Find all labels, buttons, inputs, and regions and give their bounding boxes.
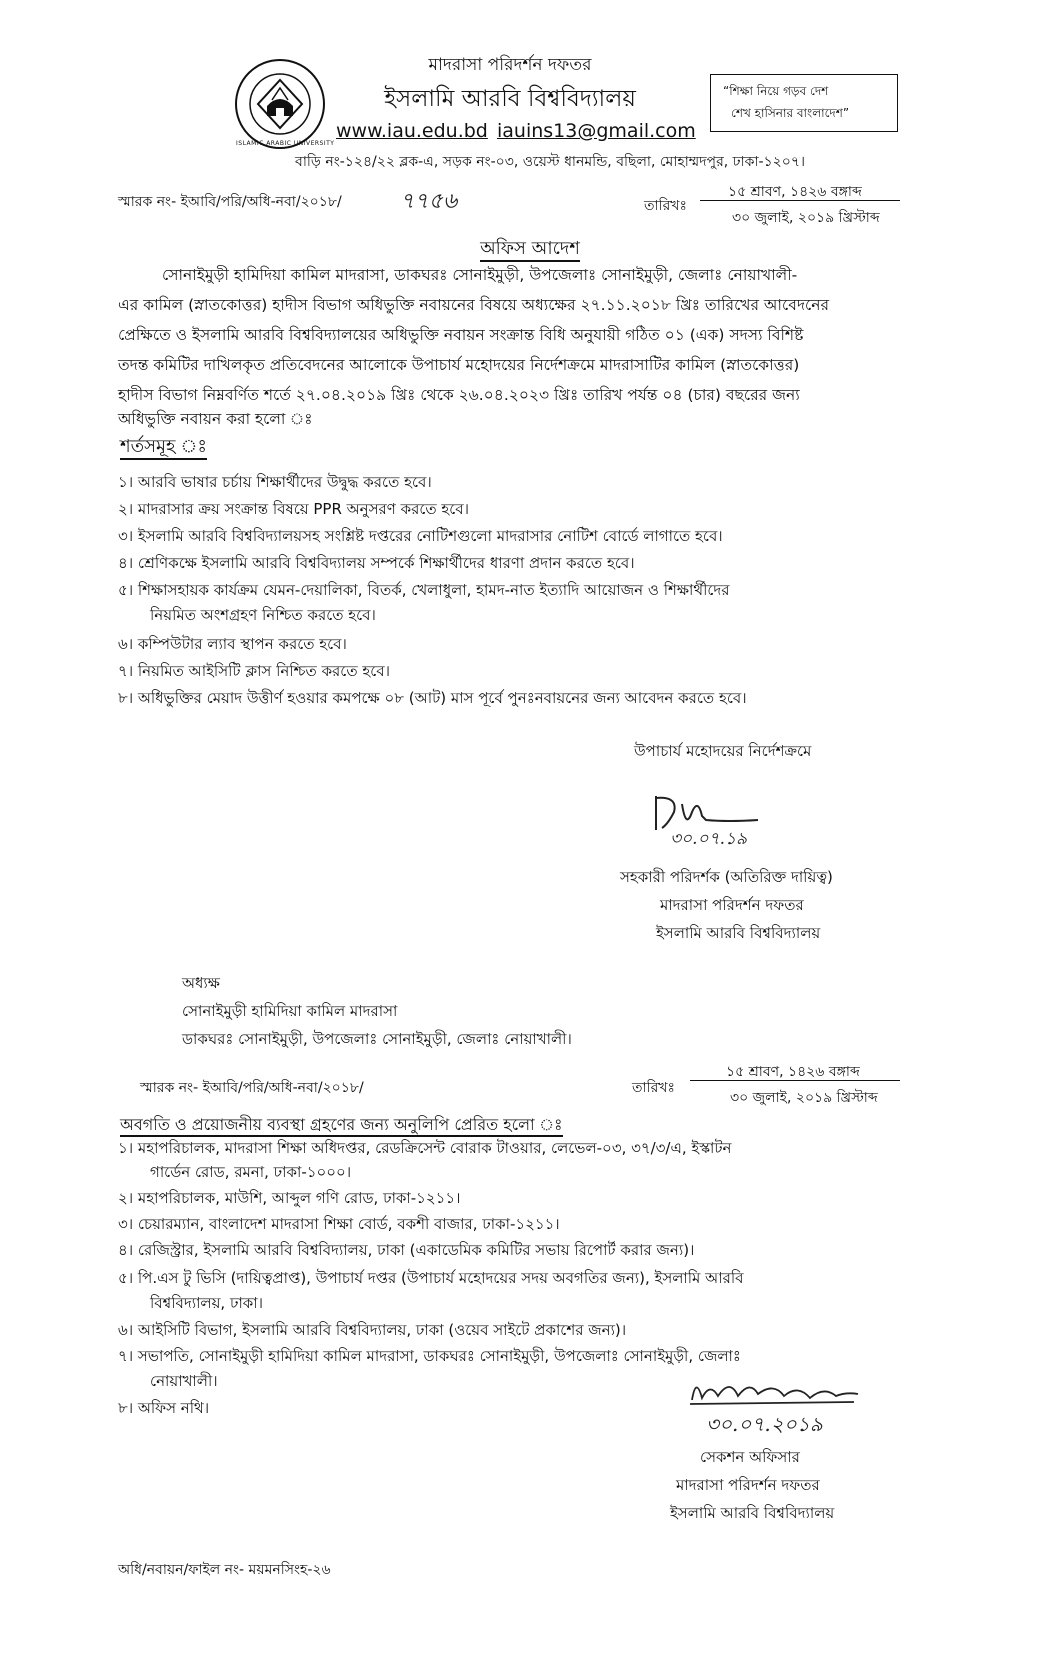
copy-item-3: ৩। চেয়ারম্যান, বাংলাদেশ মাদরাসা শিক্ষা বোর্ড, বকশী বাজার, ঢাকা-১২১১। [118, 1215, 560, 1233]
copy-item-4: ৪। রেজিস্ট্রার, ইসলামি আরবি বিশ্ববিদ্যালয়, ঢাকা (একাডেমিক কমিটির সভায় রিপোর্ট করার জন্য)। [118, 1241, 695, 1259]
conditions-title-text: শর্তসমূহ ঃ [120, 436, 207, 460]
copy-item-7-cont: নোয়াখালী। [150, 1372, 218, 1390]
memo2-date-label: তারিখঃ [632, 1080, 675, 1096]
logo-seal-icon [232, 54, 335, 154]
signature-2-university: ইসলামি আরবি বিশ্ববিদ্যালয় [670, 1504, 835, 1522]
copy-item-1: ১। মহাপরিচালক, মাদরাসা শিক্ষা অধিদপ্তর, রেডক্রিসেন্ট বোরাক টাওয়ার, লেভেল-০৩, ৩৭/৩/এ, ইস্কাটন [118, 1139, 732, 1157]
slogan-line-1: “শিক্ষা নিয়ে গড়ব দেশ [723, 84, 829, 98]
memo2-date-english: ৩০ জুলাই, ২০১৯ খ্রিস্টাব্দ [730, 1090, 878, 1106]
copy-item-7: ৭। সভাপতি, সোনাইমুড়ী হামিদিয়া কামিল মাদরাসা, ডাকঘরঃ সোনাইমুড়ী, উপজেলাঃ সোনাইমুড়ী, জেলাঃ [118, 1347, 741, 1365]
university-logo [232, 54, 335, 154]
memo2-date-divider [690, 1080, 900, 1081]
copy-item-5-cont: বিশ্ববিদ্যালয়, ঢাকা। [150, 1294, 264, 1312]
copy-item-2: ২। মহাপরিচালক, মাউশি, আব্দুল গণি রোড, ঢাকা-১২১১। [118, 1189, 461, 1207]
website-link[interactable]: www.iau.edu.bd [336, 120, 488, 142]
date-bangla: ১৫ শ্রাবণ, ১৪২৬ বঙ্গাব্দ [728, 184, 862, 200]
condition-item-1: ১। আরবি ভাষার চর্চায় শিক্ষার্থীদের উদ্বুদ্ধ করতে হবে। [118, 473, 432, 491]
copy-item-5: ৫। পি.এস টু ভিসি (দায়িত্বপ্রাপ্ত), উপাচার্য দপ্তর (উপাচার্য মহোদয়ের সদয় অবগতির জন্য), ইসলামি আরবি [118, 1269, 744, 1287]
memo2-ref: স্মারক নং- ইআবি/পরি/অধি-নবা/২০১৮/ [140, 1080, 364, 1096]
condition-item-4: ৪। শ্রেণিকক্ষে ইসলামি আরবি বিশ্ববিদ্যালয় সম্পর্কে শিক্ষার্থীদের ধারণা প্রদান করতে হবে। [118, 554, 635, 572]
recipient-institution: সোনাইমুড়ী হামিদিয়া কামিল মাদরাসা [182, 1002, 398, 1020]
copies-title [120, 1112, 563, 1139]
signature-2 [686, 1372, 866, 1412]
signature-1-date: ৩০.০৭.১৯ [670, 829, 748, 849]
memo2-date-bangla: ১৫ শ্রাবণ, ১৪২৬ বঙ্গাব্দ [726, 1064, 860, 1080]
order-title-text: অফিস আদেশ [480, 238, 580, 262]
condition-item-5-cont: নিয়মিত অংশগ্রহণ নিশ্চিত করতে হবে। [150, 606, 376, 624]
slogan-box [710, 74, 898, 132]
slogan-line-2: শেখ হাসিনার বাংলাদেশ” [731, 106, 850, 120]
order-line-5: হাদীস বিভাগ নিম্নবর্ণিত শর্তে ২৭.০৪.২০১৯ খ্রিঃ থেকে ২৬.০৪.২০২৩ খ্রিঃ তারিখ পর্যন্ত ০৪ (চার) বছরের জন্য [118, 386, 800, 404]
signature-2-office: মাদরাসা পরিদর্শন দফতর [676, 1476, 820, 1494]
condition-item-2: ২। মাদরাসার ক্রয় সংক্রান্ত বিষয়ে PPR অনুসরণ করতে হবে। [118, 500, 470, 518]
recipient-address: ডাকঘরঃ সোনাইমুড়ী, উপজেলাঃ সোনাইমুড়ী, জেলাঃ নোয়াখালী। [182, 1030, 572, 1048]
copy-item-6: ৬। আইসিটি বিভাগ, ইসলামি আরবি বিশ্ববিদ্যালয়, ঢাকা (ওয়েব সাইটে প্রকাশের জন্য)। [118, 1321, 627, 1339]
signature-2-designation: সেকশন অফিসার [700, 1448, 800, 1466]
condition-item-6: ৬। কম্পিউটার ল্যাব স্থাপন করতে হবে। [118, 635, 347, 653]
signature-2-mark [686, 1372, 866, 1412]
order-line-1: সোনাইমুড়ী হামিদিয়া কামিল মাদরাসা, ডাকঘরঃ সোনাইমুড়ী, উপজেলাঃ সোনাইমুড়ী, জেলাঃ নোয়াখালী- [162, 266, 798, 284]
order-line-3: প্রেক্ষিতে ও ইসলামি আরবি বিশ্ববিদ্যালয়ের অধিভুক্তি নবায়ন সংক্রান্ত বিধি অনুযায়ী গঠিত ০১ (এক) সদস্য বিশিষ্ট [118, 326, 804, 344]
condition-item-3: ৩। ইসলামি আরবি বিশ্ববিদ্যালয়সহ সংশ্লিষ্ট দপ্তরের নোটিশগুলো মাদরাসার নোটিশ বোর্ডে লাগাতে হবে। [118, 527, 723, 545]
condition-item-8: ৮। অধিভুক্তির মেয়াদ উত্তীর্ণ হওয়ার কমপক্ষে ০৮ (আট) মাস পূর্বে পুনঃনবায়নের জন্য আবেদন করতে হবে। [118, 689, 747, 707]
signature-2-date: ৩০.০৭.২০১৯ [706, 1412, 823, 1436]
date-divider [700, 200, 900, 201]
condition-item-7: ৭। নিয়মিত আইসিটি ক্লাস নিশ্চিত করতে হবে। [118, 662, 390, 680]
copy-item-1-cont: গার্ডেন রোড, রমনা, ঢাকা-১০০০। [150, 1163, 352, 1181]
copies-title-text: অবগতি ও প্রয়োজনীয় ব্যবস্থা গ্রহণের জন্য অনুলিপি প্রেরিত হলো ঃ [120, 1115, 563, 1137]
file-number: অধি/নবায়ন/ফাইল নং- ময়মনসিংহ-২৬ [118, 1562, 331, 1578]
copy-item-8: ৮। অফিস নথি। [118, 1399, 210, 1417]
university-name: ইসলামি আরবি বিশ্ববিদ্যালয় [384, 86, 636, 112]
signature-1-office: মাদরাসা পরিদর্শন দফতর [660, 896, 804, 914]
order-line-2: এর কামিল (স্নাতকোত্তর) হাদীস বিভাগ অধিভুক্তি নবায়নের বিষয়ে অধ্যক্ষের ২৭.১১.২০১৮ খ্রিঃ তারিখের আবেদনের [118, 296, 830, 314]
date-label: তারিখঃ [644, 198, 687, 214]
signature-1-university: ইসলামি আরবি বিশ্ববিদ্যালয় [656, 924, 821, 942]
order-line-4: তদন্ত কমিটির দাখিলকৃত প্রতিবেদনের আলোকে উপাচার্য মহোদয়ের নির্দেশক্রমে মাদরাসাটির কামিল (স্নাতকোত্তর) [118, 356, 800, 374]
conditions-title [120, 432, 207, 463]
condition-item-5: ৫। শিক্ষাসহায়ক কার্যক্রম যেমন-দেয়ালিকা, বিতর্ক, খেলাধুলা, হামদ-নাত ইত্যাদি আয়োজন ও শিক্ষার্থীদের [118, 581, 730, 599]
date-english: ৩০ জুলাই, ২০১৯ খ্রিস্টাব্দ [732, 210, 880, 226]
signature-1-designation: সহকারী পরিদর্শক (অতিরিক্ত দায়িত্ব) [620, 868, 833, 886]
by-order-text: উপাচার্য মহোদয়ের নির্দেশক্রমে [634, 742, 812, 760]
order-line-6: অধিভুক্তি নবায়ন করা হলো ঃ [118, 410, 313, 428]
address-line: বাড়ি নং-১২৪/২২ ব্লক-এ, সড়ক নং-০৩, ওয়েস্ট ধানমন্ডি, বছিলা, মোহাম্মদপুর, ঢাকা-১২০৭। [295, 154, 805, 170]
memo-ref: স্মারক নং- ইআবি/পরি/অধি-নবা/২০১৮/ [118, 194, 342, 210]
office-name: মাদরাসা পরিদর্শন দফতর [428, 55, 592, 75]
memo-ref-handwritten: ৭৭৫৬ [400, 189, 458, 214]
email-link[interactable]: iauins13@gmail.com [497, 120, 696, 142]
logo-text: ISLAMIC ARABIC UNIVERSITY [236, 140, 335, 147]
recipient-title: অধ্যক্ষ [182, 974, 220, 992]
